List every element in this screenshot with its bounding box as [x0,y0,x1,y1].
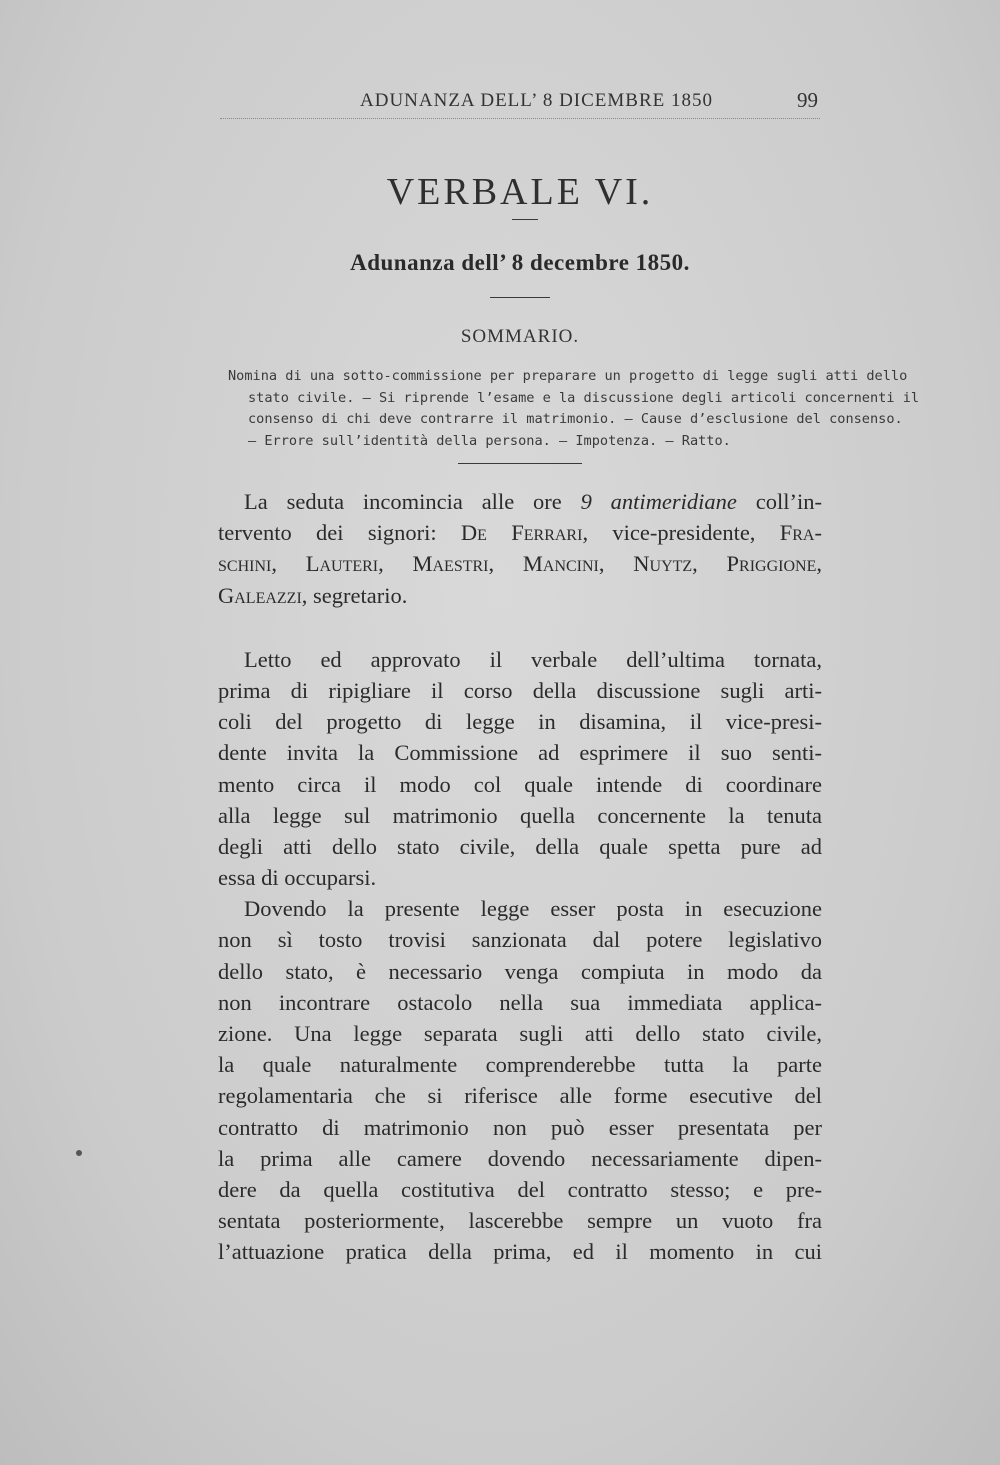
paragraph-line: sentata posteriormente, lascerebbe sempre un vuoto fra [218,1208,822,1234]
summary-line: consenso di chi deve contrarre il matrimonio. — Cause d’esclusione del consenso. [248,411,903,427]
paragraph-line: la prima alle camere dovendo necessariamente dipen- [218,1145,822,1171]
body-text [218,486,822,1268]
paragraph-line: l’attuazione pratica della prima, ed il momento in cui [218,1239,822,1265]
paragraph-line: tervento dei signori: De Ferrari, vice-presidente, Fra- [218,520,822,546]
page-number: 99 [797,88,818,112]
paragraph-line: Galeazzi, segretario. [218,582,408,608]
paragraph-line: zione. Una legge separata sugli atti dello stato civile, [218,1021,822,1046]
paragraph-line: non incontrare ostacolo nella sua immediata applica- [218,989,822,1015]
paragraph-line: degli atti dello stato civile, della quale spetta pure ad [218,833,822,859]
subtitle-rule [490,297,550,298]
paragraph-line: dente invita la Commissione ad esprimere il suo senti- [218,740,822,766]
summary-heading: SOMMARIO. [460,326,580,347]
paragraph-line: essa di occuparsi. [218,865,377,891]
paragraph-discussion [218,893,822,1267]
paragraph-line: contratto di matrimonio non può esser presentata per [218,1114,822,1140]
paragraph-line: schini, Lauteri, Maestri, Mancini, Nuytz, Priggione, [218,551,822,577]
paragraph-line: mento circa il modo col quale intende di coordinare [218,771,822,797]
paragraph-line: prima di ripigliare il corso della discussione sugli arti- [218,677,822,703]
paragraph-line: Dovendo la presente legge esser posta in esecuzione [244,896,822,922]
paragraph-line: non sì tosto trovisi sanzionata dal potere legislativo [218,927,822,953]
paragraph-line: coli del progetto di legge in disamina, il vice-presi- [218,709,822,735]
paragraph-line: dere da quella costitutiva del contratto stesso; e pre- [218,1176,822,1202]
summary-line: stato civile. — Si riprende l’esame e la discussione degli articoli concernenti il [248,389,920,406]
margin-ink-dot [76,1150,82,1156]
paragraph-line: La seduta incomincia alle ore 9 antimeridiane coll’in- [244,489,822,514]
session-subtitle: Adunanza dell’ 8 decembre 1850. [350,250,690,275]
summary-text [228,366,920,452]
paragraph-approval [218,644,822,894]
running-header [220,86,820,119]
paragraph-line: Letto ed approvato il verbale dell’ultima tornata, [244,646,822,672]
paragraph-line: alla legge sul matrimonio quella concernente la tenuta [218,802,822,828]
paragraph-attendance [218,486,822,611]
verbale-title: VERBALE VI. [386,171,654,213]
title-rule [512,219,538,220]
paragraph-line: regolamentaria che si riferisce alle forme esecutive del [218,1083,822,1109]
summary-line: — Errore sull’identità della persona. — Impotenza. — Ratto. [248,432,731,449]
paragraph-line: dello stato, è necessario venga compiuta in modo da [218,958,822,984]
running-title: ADUNANZA DELL’ 8 DICEMBRE 1850 [360,90,713,111]
summary-rule [458,463,582,464]
summary-line: Nomina di una sotto-commissione per preparare un progetto di legge sugli atti dello [228,368,908,384]
paragraph-line: la quale naturalmente comprenderebbe tutta la parte [218,1052,822,1078]
